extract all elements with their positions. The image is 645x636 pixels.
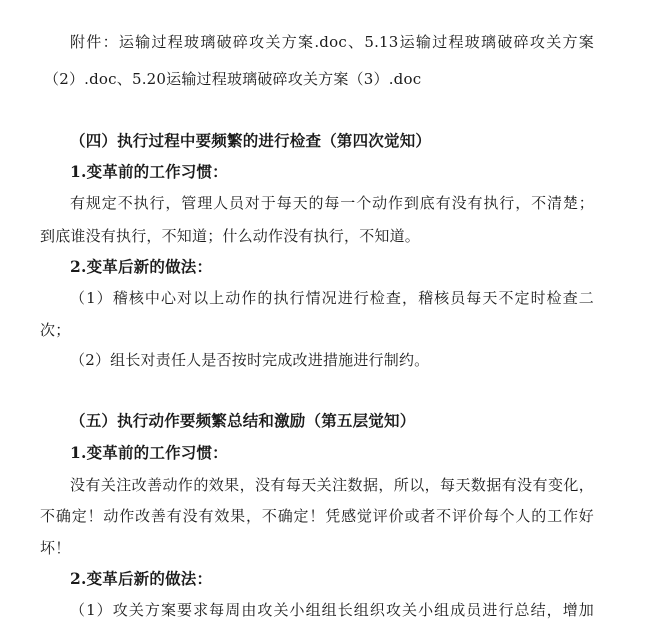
section-4-before-text-2: 到底谁没有执行，不知道；什么动作没有执行，不知道。 [40, 227, 421, 245]
section-4-before-title: 1.变革前的工作习惯： [70, 162, 228, 181]
section-5-after-item-1-line-1: （1）攻关方案要求每周由攻关小组组长组织攻关小组成员进行总结，增加 [70, 601, 594, 619]
attachment-line-2: （2）.doc、5.20运输过程玻璃破碎攻关方案（3）.doc [44, 70, 422, 88]
section-5-before-text-3: 坏！ [40, 539, 71, 557]
section-5-before-text-2: 不确定！动作改善有没有效果，不确定！凭感觉评价或者不评价每个人的工作好 [40, 507, 594, 525]
section-5-heading: （五）执行动作要频繁总结和激励（第五层觉知） [70, 411, 416, 430]
section-4-after-item-2: （2）组长对责任人是否按时完成改进措施进行制约。 [70, 351, 430, 369]
section-5-before-title: 1.变革前的工作习惯： [70, 443, 228, 462]
section-5-before-text-1: 没有关注改善动作的效果，没有每天关注数据，所以，每天数据有没有变化， [70, 476, 594, 494]
section-5-after-title: 2.变革后新的做法： [70, 569, 213, 588]
section-4-after-item-1-line-2: 次； [40, 321, 71, 339]
section-4-after-title: 2.变革后新的做法： [70, 257, 213, 276]
section-4-heading: （四）执行过程中要频繁的进行检查（第四次觉知） [70, 131, 432, 150]
attachment-line-1: 附件：运输过程玻璃破碎攻关方案.doc、5.13运输过程玻璃破碎攻关方案 [70, 33, 594, 51]
section-4-after-item-1-line-1: （1）稽核中心对以上动作的执行情况进行检查，稽核员每天不定时检查二 [70, 289, 594, 307]
section-4-before-text-1: 有规定不执行，管理人员对于每天的每一个动作到底有没有执行，不清楚； [70, 194, 594, 212]
